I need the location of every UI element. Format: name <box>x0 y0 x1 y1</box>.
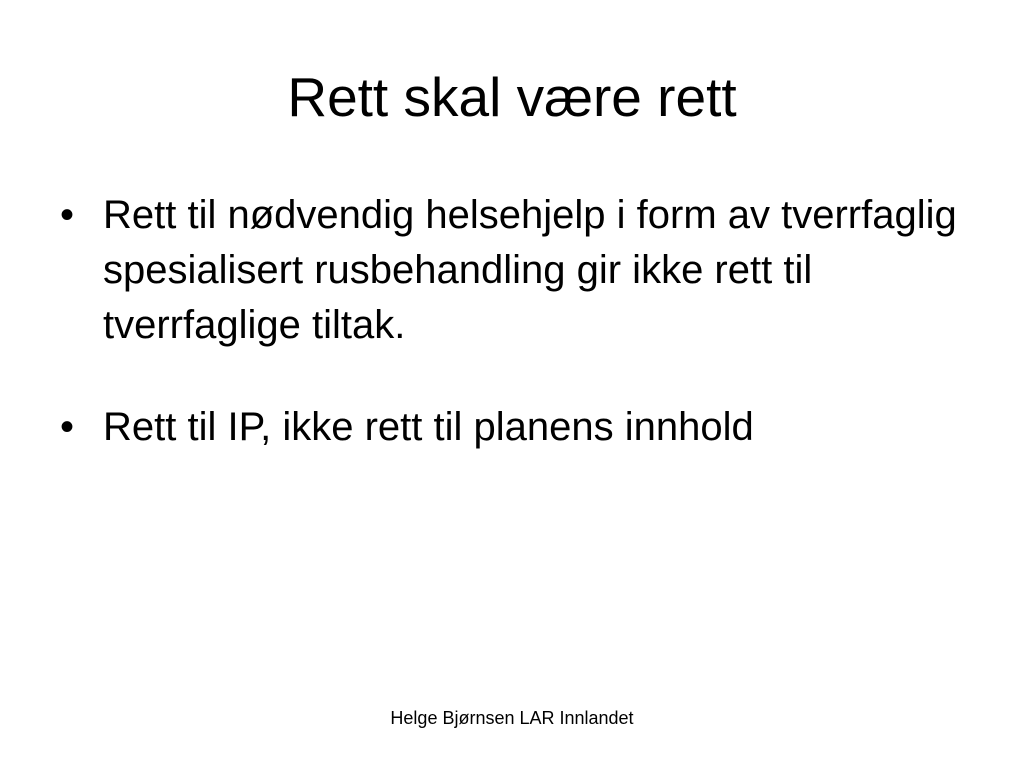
bullet-list <box>60 188 960 502</box>
bullet-item <box>60 188 960 353</box>
bullet-marker: • <box>60 193 75 237</box>
slide-footer: Helge Bjørnsen LAR Innlandet <box>390 708 634 728</box>
bullet-marker: • <box>60 405 75 449</box>
bullet-text: Rett til IP, ikke rett til planens innhold <box>103 405 754 449</box>
slide-title: Rett skal være rett <box>287 66 737 128</box>
bullet-item <box>60 400 960 455</box>
bullet-text: Rett til nødvendig helsehjelp i form av tverrfaglig spesialisert rusbehandling gir ikke rett til tverrfaglige tiltak. <box>103 193 957 347</box>
